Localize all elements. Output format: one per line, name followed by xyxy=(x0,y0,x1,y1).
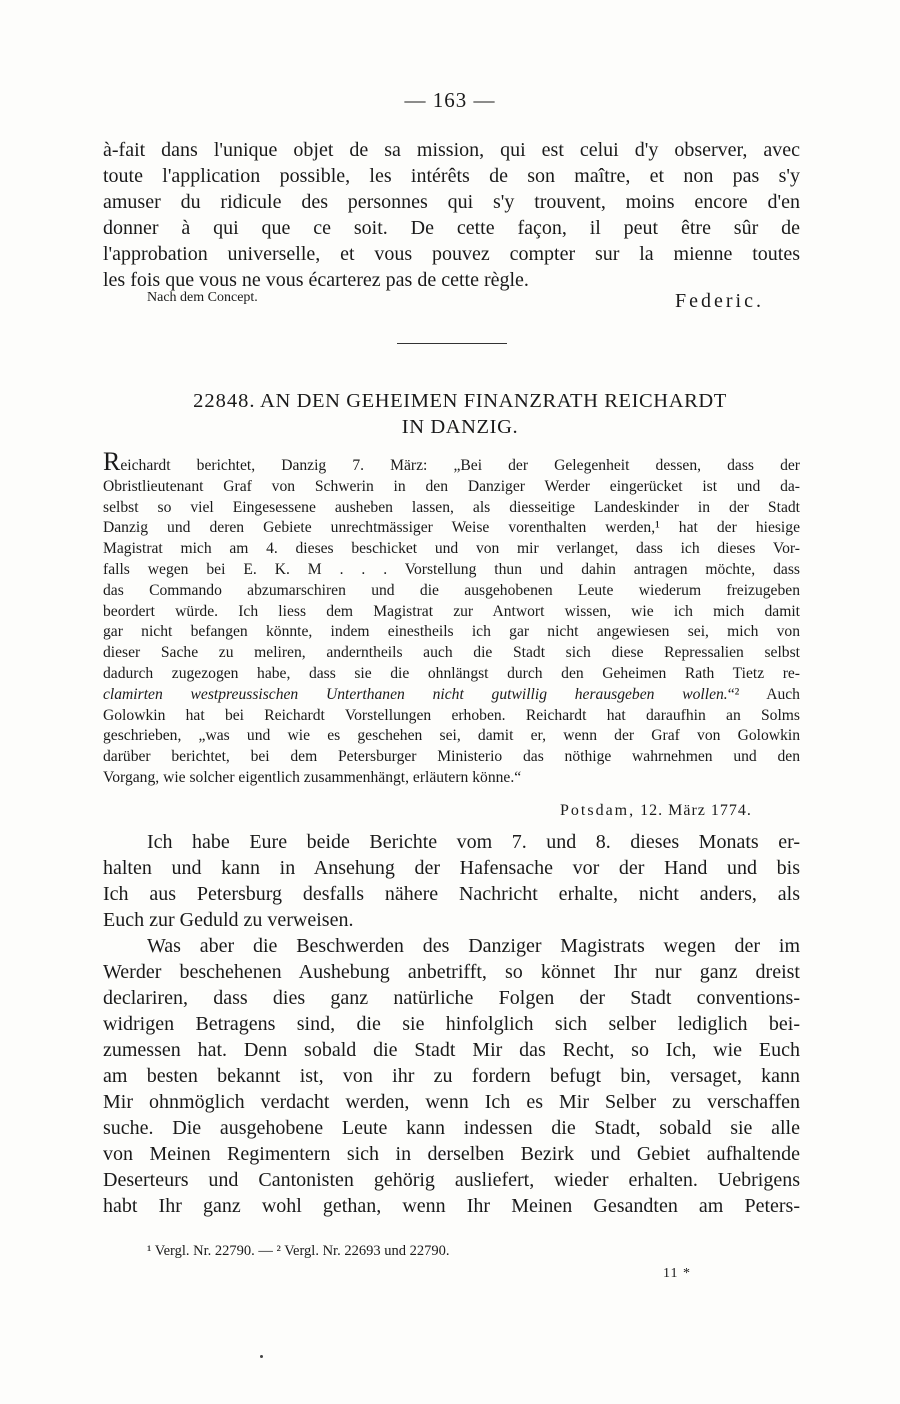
text-line: Obristlieutenant Graf von Schwerin in den Danziger Werder eingerücket ist und da- xyxy=(103,477,800,495)
signature: Federic. xyxy=(675,290,764,312)
print-speck xyxy=(260,1355,263,1358)
text-line xyxy=(103,447,800,477)
dateline-place: Potsdam, xyxy=(560,802,636,819)
signature-mark: 11 * xyxy=(663,1266,691,1281)
heading-line-2: IN DANZIG. xyxy=(401,416,519,438)
text-line: beordert würde. Ich liess dem Magistrat zur Antwort wissen, wie ich mich damit xyxy=(103,602,800,620)
text-line: selbst so viel Eingesessene ausheben lassen, als diesseitige Landeskinder in der Stadt xyxy=(103,498,800,516)
text-line: habt Ihr ganz wohl gethan, wenn Ihr Meinen Gesandten am Peters- xyxy=(103,1195,800,1217)
text-line: Werder beschehenen Aushebung anbetrifft, so könnet Ihr nur ganz dreist xyxy=(103,961,800,983)
text-line: von Meinen Regimentern sich in derselben Bezirk und Gebiet aufhaltende xyxy=(103,1143,800,1165)
text-line xyxy=(103,685,800,706)
letter-summary xyxy=(103,447,800,789)
page-number: — 163 — xyxy=(404,88,496,112)
text-line: Vorgang, wie solcher eigentlich zusammenhängt, erläutern könne.“ xyxy=(103,768,522,786)
footnotes: ¹ Vergl. Nr. 22790. — ² Vergl. Nr. 22693 und 22790. xyxy=(147,1243,450,1259)
heading-title: AN DEN GEHEIMEN FINANZRATH REICHARDT xyxy=(260,390,727,412)
text-line: am besten bekannt ist, von ihr zu fordern befugt bin, versaget, kann xyxy=(103,1065,800,1087)
text-line: Mir ohnmöglich verdacht werden, wenn Ich es Mir Selber zu verschaffen xyxy=(103,1091,800,1113)
text-line: dieser Sache zu meliren, anderntheils auch die Stadt sich diese Repressalien selbst xyxy=(103,644,800,662)
heading-line-1 xyxy=(130,388,790,414)
text-line: das Commando abzumarschiren und die ausgehobenen Leute wiederum freizugeben xyxy=(103,581,800,599)
drop-cap: R xyxy=(103,447,121,476)
source-note: Nach dem Concept. xyxy=(147,290,258,305)
letter-number: 22848. xyxy=(193,390,256,412)
text-line: Deserteurs und Cantonisten gehörig ausliefert, wieder erhalten. Uebrigens xyxy=(103,1169,800,1191)
text-line: Ich habe Eure beide Berichte vom 7. und 8. dieses Monats er- xyxy=(147,831,800,853)
letter-paragraph-2 xyxy=(103,933,800,1219)
italic-quote: clamirten westpreussischen Unterthanen nicht gutwillig herausgeben wollen. xyxy=(103,685,728,703)
text-line: falls wegen bei E. K. M . . . Vorstellung thun und dahin antragen möchte, dass xyxy=(103,560,800,578)
text-line: widrigen Betragens sind, die sie hinfolglich sich selber lediglich bei- xyxy=(103,1013,800,1035)
text-line: Golowkin hat bei Reichardt Vorstellungen erhoben. Reichardt hat daraufhin an Solms xyxy=(103,706,800,724)
text-line: halten und kann in Ansehung der Hafensache vor der Hand und bis xyxy=(103,857,800,879)
text-line: amuser du ridicule des personnes qui s'y trouvent, moins encore d'en xyxy=(103,191,800,213)
text-line: Was aber die Beschwerden des Danziger Magistrats wegen der im xyxy=(147,935,800,957)
text-line: declariren, dass dies ganz natürliche Folgen der Stadt conventions- xyxy=(103,987,800,1009)
letter-heading xyxy=(130,388,790,440)
text-line: toute l'application possible, les intérêts de son maître, et non pas s'y xyxy=(103,165,800,187)
text-line: les fois que vous ne vous écarterez pas de cette règle. xyxy=(103,269,529,291)
dateline-date: 12. März 1774. xyxy=(640,802,752,819)
text-line: dadurch zugezogen habe, dass sie die ohnlängst durch den Geheimen Rath Tietz re- xyxy=(103,664,800,682)
text-line: donner à qui que ce soit. De cette façon, il peut être sûr de xyxy=(103,217,800,239)
text-line: Euch zur Geduld zu verweisen. xyxy=(103,909,354,931)
dateline xyxy=(560,802,752,820)
text-line: darüber berichtet, bei dem Petersburger Ministerio das nöthige wahrnehmen und den xyxy=(103,748,800,766)
text-span: eichardt berichtet, Danzig 7. März: „Bei der Gelegenheit dessen, dass der xyxy=(120,457,800,474)
text-line: suche. Die ausgehobene Leute kann indessen die Stadt, sobald sie alle xyxy=(103,1117,800,1139)
text-line: gar nicht befangen könnte, indem einestheils ich gar nicht angewiesen sei, mich von xyxy=(103,623,800,641)
text-span: “² Auch xyxy=(727,685,800,703)
text-line: geschrieben, „was und wie es geschehen sei, damit er, wenn der Graf von Golowkin xyxy=(103,727,800,745)
text-line: Magistrat mich am 4. dieses beschicket und von mir verlanget, dass ich dieses Vor- xyxy=(103,540,800,558)
text-line: zumessen hat. Denn sobald die Stadt Mir das Recht, so Ich, wie Euch xyxy=(103,1039,800,1061)
letter-paragraph-1 xyxy=(103,829,800,933)
text-line: Ich aus Petersburg desfalls nähere Nachricht erhalte, nicht anders, als xyxy=(103,883,800,905)
section-divider xyxy=(397,343,507,344)
text-line: à-fait dans l'unique objet de sa mission, qui est celui d'y observer, avec xyxy=(103,139,800,161)
intro-paragraph xyxy=(103,137,800,293)
text-line: l'approbation universelle, et vous pouvez compter sur la mienne toutes xyxy=(103,243,800,265)
text-line: Danzig und deren Gebiete unrechtmässiger Weise vorenthalten werden,¹ hat der hiesige xyxy=(103,519,800,537)
